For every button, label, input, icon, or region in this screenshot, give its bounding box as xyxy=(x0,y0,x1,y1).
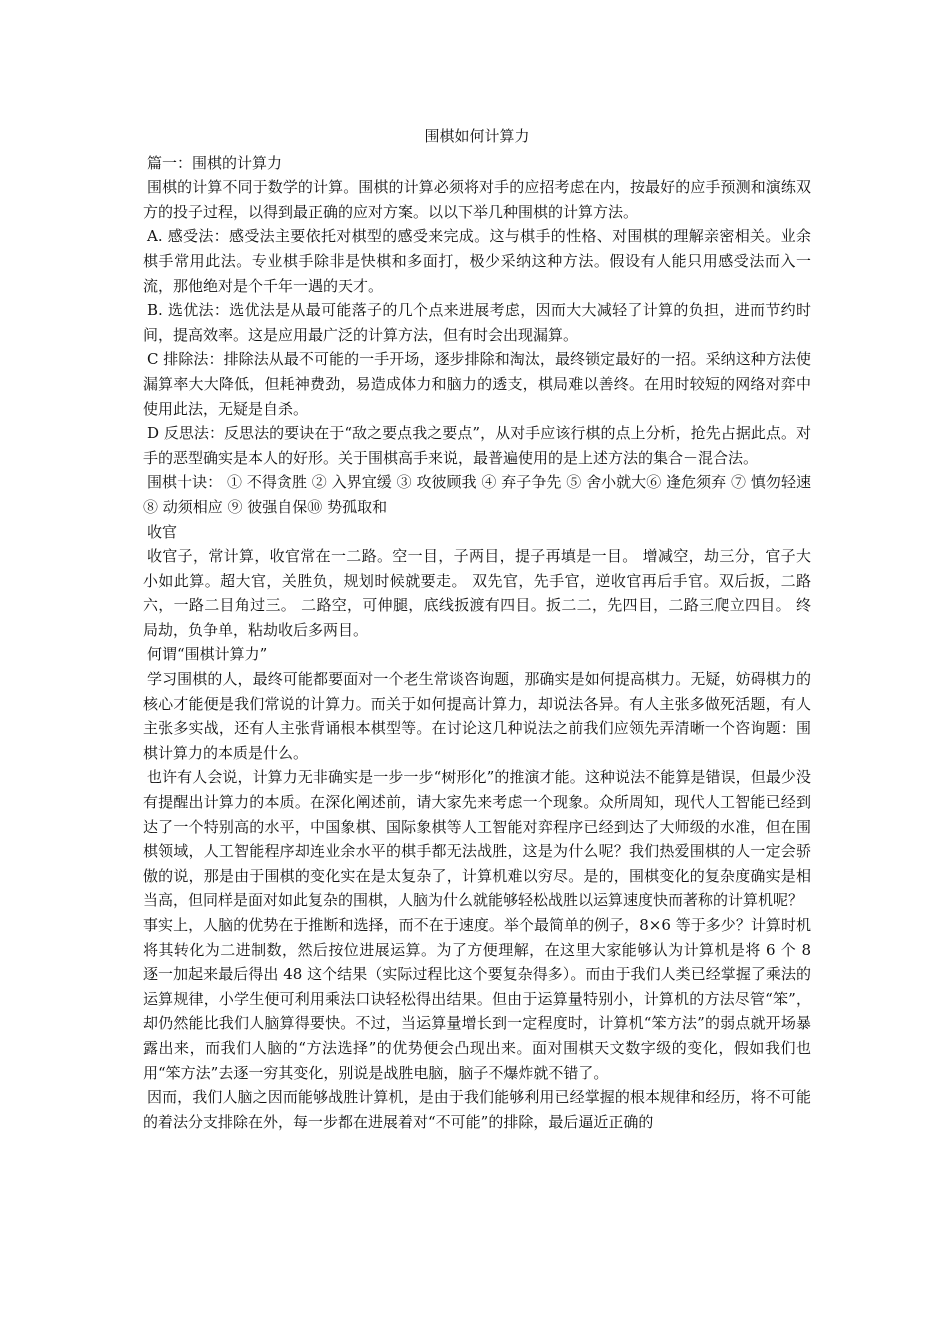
paragraph: 学习围棋的人，最终可能都要面对一个老生常谈咨询题，那确实是如何提高棋力。无疑，妨碍棋力的核心才能便是我们常说的计算力。而关于如何提高计算力，却说法各异。有人主张多做死活题，有人主张多实战，还有人主张背诵根本棋型等。在讨论这几种说法之前我们应领先弄清晰一个咨询题：围棋计算力的本质是什么。 xyxy=(143,670,811,762)
document-page xyxy=(143,124,811,1134)
paragraph: 收官子，常计算，收官常在一二路。空一目，子两目，提子再填是一目。 增减空，劫三分，官子大小如此算。超大官，关胜负，规划时候就要走。 双先官，先手官，逆收官再后手官。双后扳，二路六，一路二目角过三。 二路空，可伸腿，底线扳渡有四目。扳二二，先四目，二路三爬立四目。 终局劫，负争单，粘劫收后多两目。 xyxy=(143,547,811,639)
paragraph: 因而，我们人脑之因而能够战胜计算机，是由于我们能够利用已经掌握的根本规律和经历，将不可能的着法分支排除在外，每一步都在进展着对“不可能”的排除，最后逼近正确的 xyxy=(143,1088,811,1131)
paragraph: 也许有人会说，计算力无非确实是一步一步“树形化”的推演才能。这种说法不能算是错误，但最少没有提醒出计算力的本质。在深化阐述前，请大家先来考虑一个现象。众所周知，现代人工智能已经到达了一个特别高的水平，中国象棋、国际象棋等人工智能对弈程序已经到达了大师级的水准，但在围棋领域，人工智能程序却连业余水平的棋手都无法战胜，这是为什么呢？我们热爱围棋的人一定会骄傲的说，那是由于围棋的变化实在是太复杂了，计算机难以穷尽。是的，围棋变化的复杂度确实是相当高，但同样是面对如此复杂的围棋，人脑为什么就能够轻松战胜以运算速度快而著称的计算机呢？ xyxy=(143,768,811,910)
paragraph: 围棋十诀： ① 不得贪胜 ② 入界宜缓 ③ 攻彼顾我 ④ 弃子争先 ⑤ 舍小就大⑥ 逢危须弃 ⑦ 慎勿轻速 ⑧ 动须相应 ⑨ 彼强自保⑩ 势孤取和 xyxy=(143,473,811,516)
section-heading: 何谓“围棋计算力” xyxy=(147,645,268,664)
paragraph: C 排除法：排除法从最不可能的一手开场，逐步排除和淘汰，最终锁定最好的一招。采纳这种方法使漏算率大大降低，但耗神费劲，易造成体力和脑力的透支，棋局难以善终。在用时较短的网络对弈中使用此法，无疑是自杀。 xyxy=(143,350,811,418)
paragraph: 事实上，人脑的优势在于推断和选择，而不在于速度。举个最简单的例子，8×6 等于多少？计算时机将其转化为二进制数，然后按位进展运算。为了方便理解，在这里大家能够认为计算机是将 6 个 8 逐一加起来最后得出 48 这个结果（实际过程比这个要复杂得多）。而由于我们人类已经掌握了乘法的运算规律，小学生便可利用乘法口诀轻松得出结果。但由于运算量特别小，计算机的方法尽管“笨”，却仍然能比我们人脑算得要快。不过，当运算量增长到一定程度时，计算机“笨方法”的弱点就开场暴露出来，而我们人脑的“方法选择”的优势便会凸现出来。面对围棋天文数字级的变化，假如我们也用“笨方法”去逐一穷其变化，别说是战胜电脑，脑子不爆炸就不错了。 xyxy=(143,916,811,1082)
section-heading: 篇一：围棋的计算力 xyxy=(147,153,283,172)
paragraph: B. 选优法：选优法是从最可能落子的几个点来进展考虑，因而大大减轻了计算的负担，进而节约时间，提高效率。这是应用最广泛的计算方法，但有时会出现漏算。 xyxy=(143,301,811,344)
paragraph: D 反思法：反思法的要诀在于“敌之要点我之要点”，从对手应该行棋的点上分析，抢先占据此点。对手的恶型确实是本人的好形。关于围棋高手来说，最普遍使用的是上述方法的集合－混合法。 xyxy=(143,424,811,467)
paragraph: 围棋的计算不同于数学的计算。围棋的计算必须将对手的应招考虑在内，按最好的应手预测和演练双方的投子过程，以得到最正确的应对方案。以以下举几种围棋的计算方法。 xyxy=(143,178,811,221)
section-heading: 收官 xyxy=(147,522,178,541)
paragraph: A. 感受法：感受法主要依托对棋型的感受来完成。这与棋手的性格、对围棋的理解亲密相关。业余棋手常用此法。专业棋手除非是快棋和多面打，极少采纳这种方法。假设有人能只用感受法而入一流，那他绝对是个千年一遇的天才。 xyxy=(143,227,811,295)
document-title: 围棋如何计算力 xyxy=(424,127,530,145)
